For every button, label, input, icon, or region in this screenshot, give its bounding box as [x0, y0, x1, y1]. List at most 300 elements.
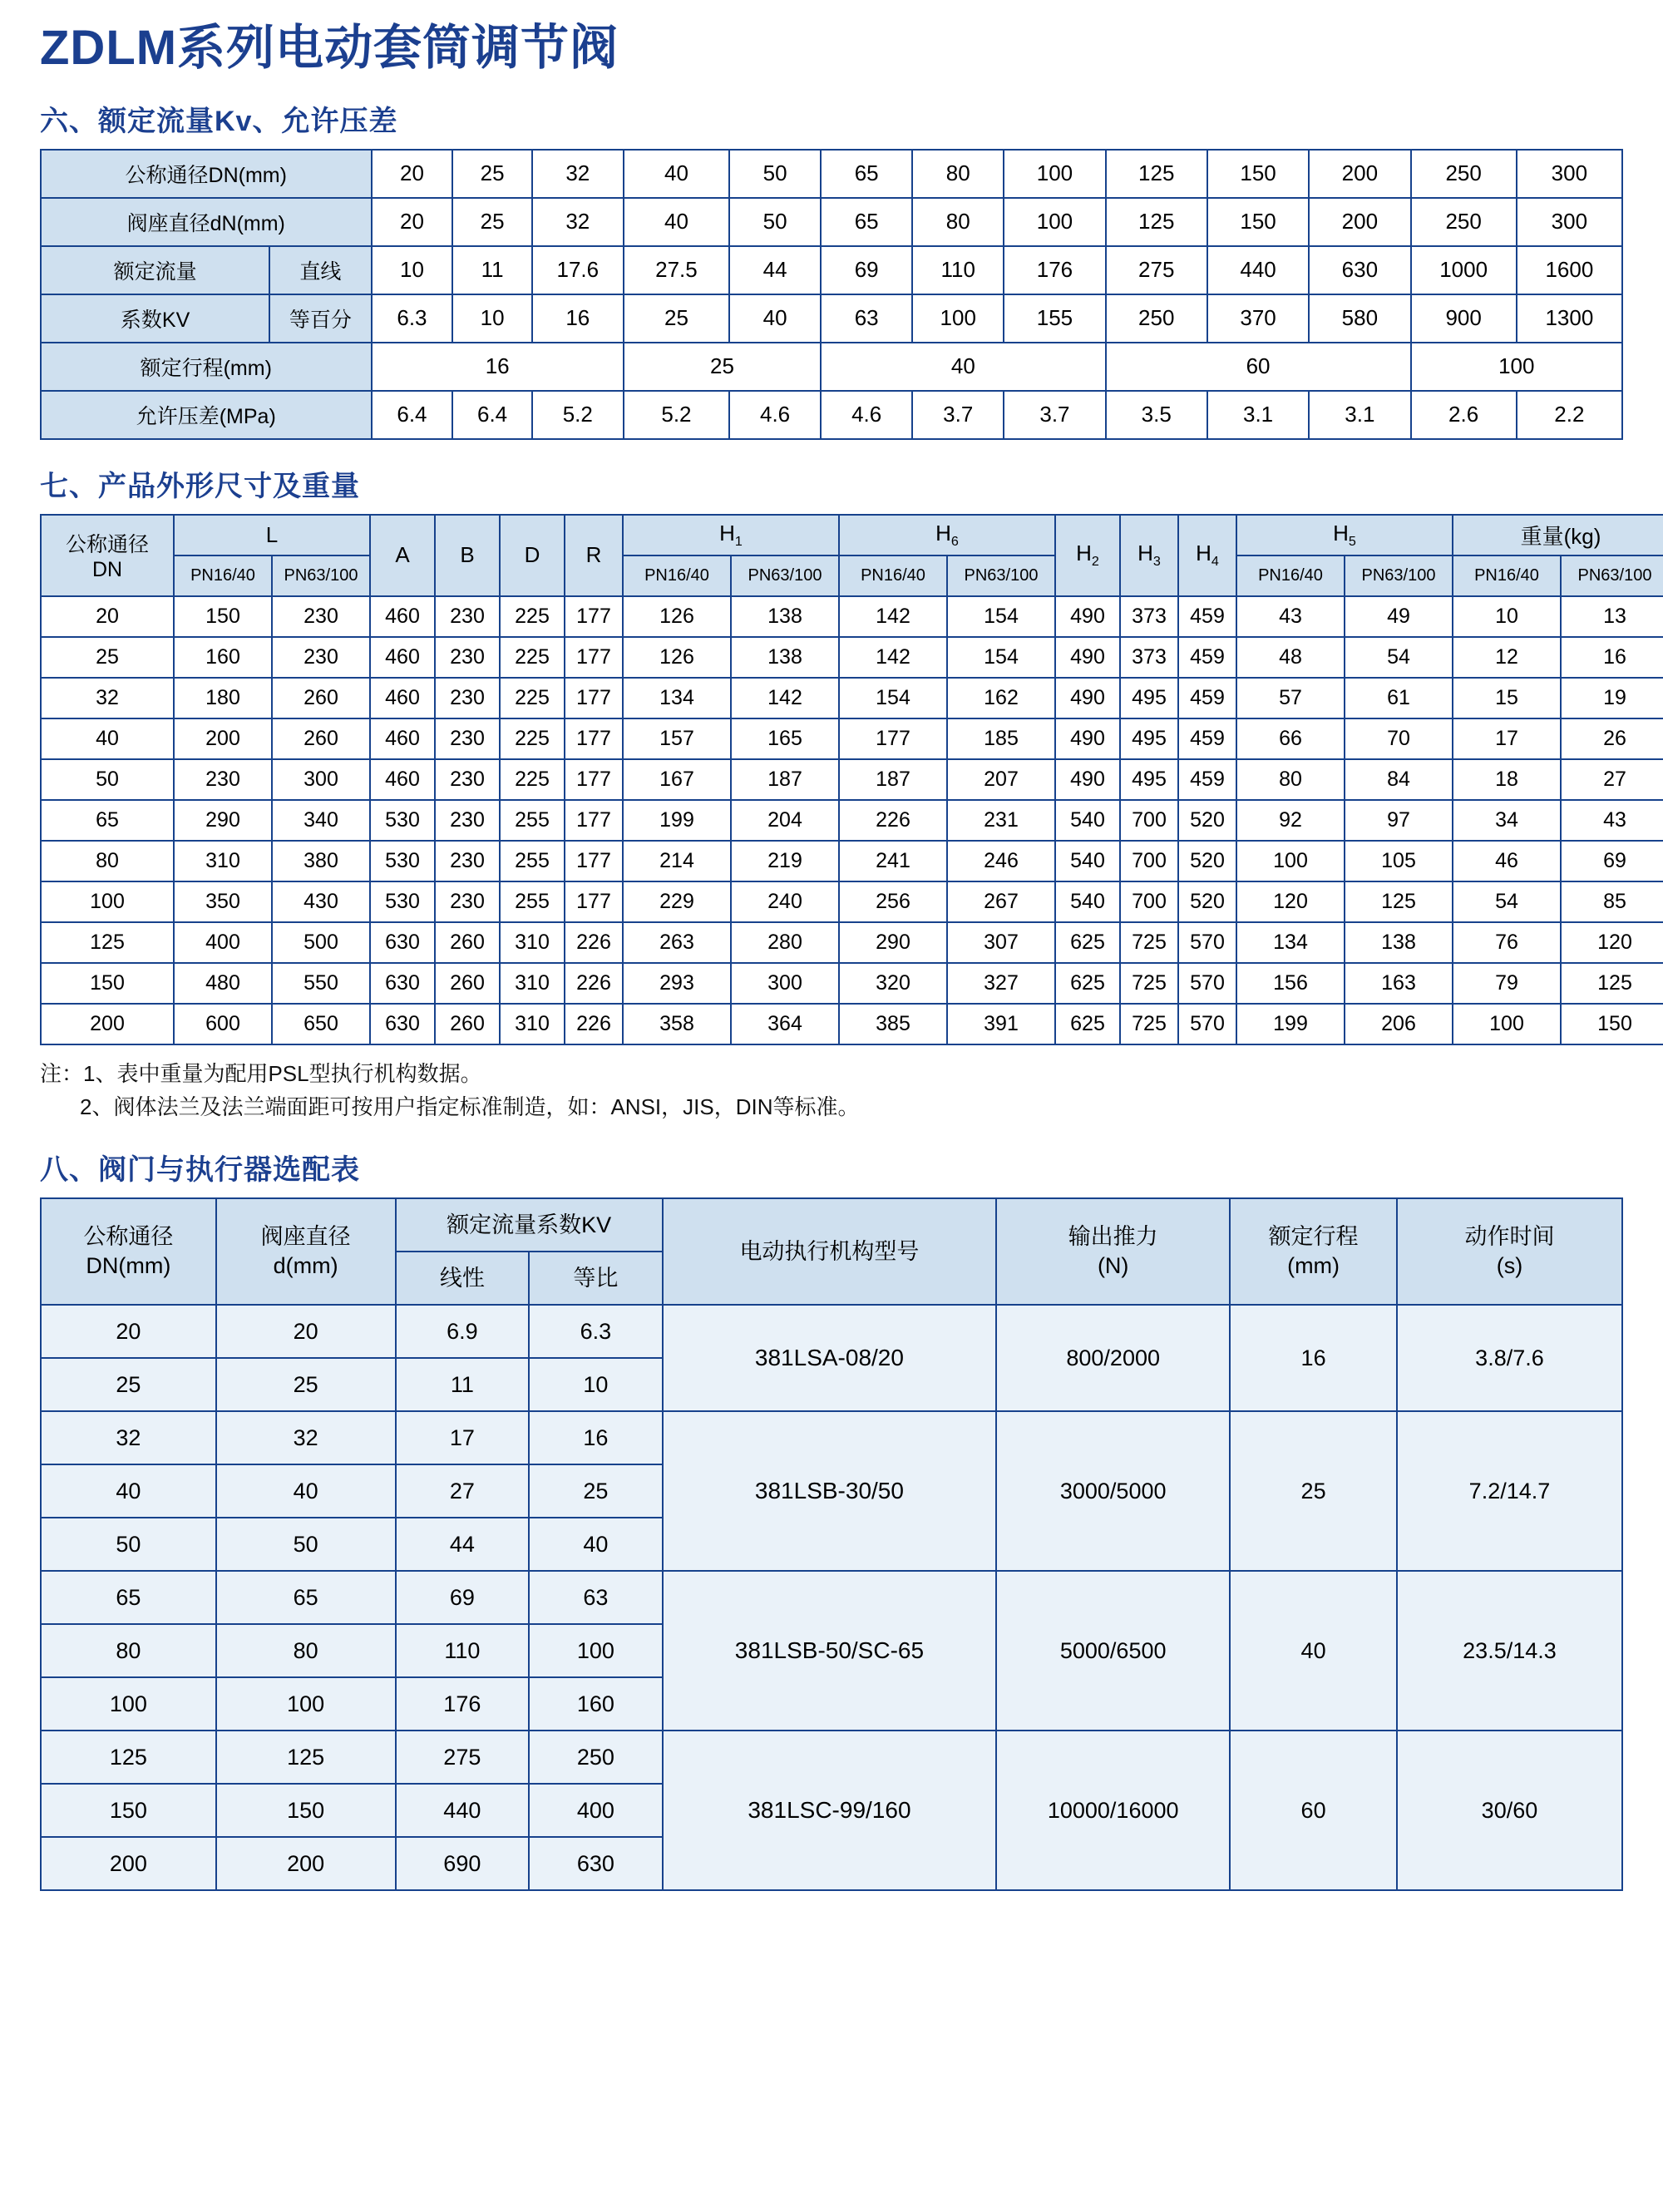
cell-seat-8: 125: [1106, 198, 1207, 246]
cell-kv-equal: 6.3: [529, 1305, 663, 1358]
header-b: B: [435, 515, 500, 596]
cell-h6a: 226: [839, 800, 947, 841]
cell-a: 530: [370, 881, 435, 922]
cell-a: 630: [370, 1004, 435, 1044]
cell-h3: 725: [1120, 1004, 1178, 1044]
cell-w1: 15: [1453, 678, 1561, 718]
cell-h5b: 49: [1345, 596, 1453, 637]
header-kv: 额定流量系数KV: [396, 1198, 663, 1252]
cell-w2: 27: [1561, 759, 1663, 800]
cell-h4: 570: [1178, 1004, 1236, 1044]
header-d: D: [500, 515, 565, 596]
cell-action-time: 3.8/7.6: [1397, 1305, 1622, 1411]
cell-kv-linear: 11: [396, 1358, 530, 1411]
table-row: [41, 718, 1663, 759]
cell-r: 177: [565, 637, 623, 678]
cell-dp-12: 2.2: [1517, 391, 1622, 439]
cell-w1: 10: [1453, 596, 1561, 637]
cell-kv-equal: 630: [529, 1837, 663, 1890]
cell-h5a: 66: [1236, 718, 1345, 759]
cell-r: 177: [565, 678, 623, 718]
cell-dn-8: 125: [1106, 150, 1207, 198]
row-label-kv-1: 额定流量: [41, 246, 269, 294]
row-label-dp: 允许压差(MPa): [41, 391, 372, 439]
cell-a: 460: [370, 637, 435, 678]
cell-h5a: 43: [1236, 596, 1345, 637]
cell-h1b: 219: [731, 841, 839, 881]
cell-dn: 25: [41, 637, 174, 678]
cell-h6a: 256: [839, 881, 947, 922]
cell-dp-11: 2.6: [1411, 391, 1517, 439]
cell-d: 225: [500, 637, 565, 678]
header-h6-pn1640: PN16/40: [839, 555, 947, 596]
cell-d: 255: [500, 881, 565, 922]
cell-dp-2: 5.2: [532, 391, 624, 439]
cell-h4: 520: [1178, 800, 1236, 841]
cell-h1b: 142: [731, 678, 839, 718]
cell-h1a: 263: [623, 922, 731, 963]
cell-w2: 150: [1561, 1004, 1663, 1044]
cell-dn: 32: [41, 678, 174, 718]
cell-l1: 290: [174, 800, 272, 841]
cell-linear-3: 27.5: [624, 246, 729, 294]
cell-h3: 495: [1120, 759, 1178, 800]
cell-h6b: 154: [947, 637, 1055, 678]
cell-action-time: 7.2/14.7: [1397, 1411, 1622, 1571]
cell-dn-9: 150: [1207, 150, 1309, 198]
cell-w2: 13: [1561, 596, 1663, 637]
cell-h6b: 185: [947, 718, 1055, 759]
cell-h3: 725: [1120, 922, 1178, 963]
cell-d: 225: [500, 759, 565, 800]
header-h6-pn63100: PN63/100: [947, 555, 1055, 596]
cell-seat-6: 80: [912, 198, 1004, 246]
cell-w1: 18: [1453, 759, 1561, 800]
row-label-seat: 阀座直径dN(mm): [41, 198, 372, 246]
cell-h4: 459: [1178, 759, 1236, 800]
cell-h1a: 358: [623, 1004, 731, 1044]
cell-actuator-model: 381LSA-08/20: [663, 1305, 996, 1411]
table-row: [41, 1571, 1622, 1624]
cell-seat-5: 65: [821, 198, 912, 246]
cell-h6b: 327: [947, 963, 1055, 1004]
cell-w2: 120: [1561, 922, 1663, 963]
cell-h6a: 241: [839, 841, 947, 881]
cell-l2: 300: [272, 759, 370, 800]
cell-b: 260: [435, 963, 500, 1004]
cell-w1: 12: [1453, 637, 1561, 678]
cell-h6b: 267: [947, 881, 1055, 922]
cell-r: 226: [565, 1004, 623, 1044]
cell-b: 230: [435, 759, 500, 800]
cell-b: 230: [435, 800, 500, 841]
cell-dn: 25: [41, 1358, 216, 1411]
cell-equal-9: 370: [1207, 294, 1309, 343]
cell-linear-5: 69: [821, 246, 912, 294]
cell-h6b: 231: [947, 800, 1055, 841]
header-l-pn63100: PN63/100: [272, 555, 370, 596]
cell-h5b: 84: [1345, 759, 1453, 800]
cell-d: 310: [500, 922, 565, 963]
header-h1-pn63100: PN63/100: [731, 555, 839, 596]
table-row: [41, 881, 1663, 922]
cell-thrust: 800/2000: [996, 1305, 1230, 1411]
cell-seat-d: 32: [216, 1411, 396, 1464]
cell-r: 226: [565, 922, 623, 963]
cell-stroke-0: 16: [372, 343, 624, 391]
cell-kv-equal: 10: [529, 1358, 663, 1411]
cell-h3: 725: [1120, 963, 1178, 1004]
cell-h2: 490: [1055, 596, 1120, 637]
cell-r: 226: [565, 963, 623, 1004]
cell-h6a: 290: [839, 922, 947, 963]
table-row: [41, 678, 1663, 718]
table-row: [41, 294, 1622, 343]
row-label-linear: 直线: [269, 246, 371, 294]
cell-b: 230: [435, 881, 500, 922]
cell-l1: 480: [174, 963, 272, 1004]
cell-dn-10: 200: [1309, 150, 1410, 198]
cell-l2: 230: [272, 637, 370, 678]
header-r: R: [565, 515, 623, 596]
cell-h3: 495: [1120, 678, 1178, 718]
cell-h5b: 163: [1345, 963, 1453, 1004]
cell-linear-10: 630: [1309, 246, 1410, 294]
header-action-time: 动作时间 (s): [1397, 1198, 1622, 1305]
cell-dp-9: 3.1: [1207, 391, 1309, 439]
cell-l2: 550: [272, 963, 370, 1004]
cell-h6a: 142: [839, 596, 947, 637]
cell-h5b: 61: [1345, 678, 1453, 718]
cell-h2: 490: [1055, 718, 1120, 759]
cell-dn-12: 300: [1517, 150, 1622, 198]
cell-l1: 350: [174, 881, 272, 922]
cell-d: 255: [500, 800, 565, 841]
cell-h3: 373: [1120, 596, 1178, 637]
section-heading-6: 六、额定流量Kv、允许压差: [40, 105, 398, 137]
cell-h5a: 120: [1236, 881, 1345, 922]
cell-w2: 43: [1561, 800, 1663, 841]
cell-thrust: 3000/5000: [996, 1411, 1230, 1571]
cell-h3: 700: [1120, 841, 1178, 881]
cell-w2: 19: [1561, 678, 1663, 718]
cell-h1b: 300: [731, 963, 839, 1004]
cell-h5a: 92: [1236, 800, 1345, 841]
cell-h1a: 134: [623, 678, 731, 718]
header-seat-d: 阀座直径 d(mm): [216, 1198, 396, 1305]
cell-h4: 570: [1178, 963, 1236, 1004]
cell-equal-6: 100: [912, 294, 1004, 343]
cell-h1a: 126: [623, 596, 731, 637]
cell-h6b: 162: [947, 678, 1055, 718]
cell-dn: 100: [41, 881, 174, 922]
cell-h1b: 187: [731, 759, 839, 800]
cell-h5b: 54: [1345, 637, 1453, 678]
cell-l2: 650: [272, 1004, 370, 1044]
cell-h1b: 165: [731, 718, 839, 759]
cell-seat-d: 50: [216, 1518, 396, 1571]
cell-h3: 373: [1120, 637, 1178, 678]
cell-dn: 100: [41, 1677, 216, 1731]
cell-dp-7: 3.7: [1004, 391, 1105, 439]
header-weight-pn1640: PN16/40: [1453, 555, 1561, 596]
header-h1: $H_1$: [623, 515, 839, 555]
cell-seat-d: 25: [216, 1358, 396, 1411]
cell-kv-equal: 63: [529, 1571, 663, 1624]
cell-r: 177: [565, 759, 623, 800]
cell-h5b: 97: [1345, 800, 1453, 841]
cell-kv-linear: 17: [396, 1411, 530, 1464]
cell-dn: 80: [41, 841, 174, 881]
table-header-row: [41, 1198, 1622, 1252]
cell-h1a: 126: [623, 637, 731, 678]
cell-w2: 85: [1561, 881, 1663, 922]
cell-linear-7: 176: [1004, 246, 1105, 294]
cell-h6a: 177: [839, 718, 947, 759]
cell-b: 230: [435, 841, 500, 881]
table-rated-flow: [40, 149, 1623, 440]
cell-h4: 459: [1178, 637, 1236, 678]
cell-seat-d: 80: [216, 1624, 396, 1677]
cell-l2: 500: [272, 922, 370, 963]
cell-seat-d: 100: [216, 1677, 396, 1731]
cell-h4: 459: [1178, 596, 1236, 637]
header-a: A: [370, 515, 435, 596]
cell-dn: 200: [41, 1837, 216, 1890]
cell-a: 460: [370, 718, 435, 759]
cell-dn: 150: [41, 963, 174, 1004]
cell-dn: 50: [41, 1518, 216, 1571]
cell-seat-2: 32: [532, 198, 624, 246]
cell-kv-equal: 160: [529, 1677, 663, 1731]
cell-dn-3: 40: [624, 150, 729, 198]
header-kv-equal: 等比: [529, 1252, 663, 1305]
cell-linear-11: 1000: [1411, 246, 1517, 294]
cell-a: 630: [370, 922, 435, 963]
cell-b: 230: [435, 678, 500, 718]
cell-h4: 459: [1178, 678, 1236, 718]
cell-w2: 125: [1561, 963, 1663, 1004]
cell-h5b: 105: [1345, 841, 1453, 881]
cell-linear-1: 11: [452, 246, 531, 294]
cell-action-time: 23.5/14.3: [1397, 1571, 1622, 1731]
cell-h4: 570: [1178, 922, 1236, 963]
cell-b: 260: [435, 922, 500, 963]
cell-dn: 150: [41, 1784, 216, 1837]
cell-h3: 700: [1120, 881, 1178, 922]
cell-seat-3: 40: [624, 198, 729, 246]
cell-w1: 76: [1453, 922, 1561, 963]
cell-stroke: 25: [1230, 1411, 1397, 1571]
cell-dp-5: 4.6: [821, 391, 912, 439]
header-weight: 重量(kg): [1453, 515, 1663, 555]
cell-kv-equal: 400: [529, 1784, 663, 1837]
cell-h1a: 229: [623, 881, 731, 922]
header-l-pn1640: PN16/40: [174, 555, 272, 596]
header-stroke: 额定行程 (mm): [1230, 1198, 1397, 1305]
cell-h1a: 214: [623, 841, 731, 881]
cell-dn: 80: [41, 1624, 216, 1677]
cell-stroke: 16: [1230, 1305, 1397, 1411]
cell-dp-10: 3.1: [1309, 391, 1410, 439]
cell-a: 630: [370, 963, 435, 1004]
header-h5: $H_5$: [1236, 515, 1453, 555]
cell-h1b: 204: [731, 800, 839, 841]
cell-d: 255: [500, 841, 565, 881]
cell-dp-0: 6.4: [372, 391, 453, 439]
cell-h5a: 80: [1236, 759, 1345, 800]
table-row: [41, 637, 1663, 678]
header-dn: 公称通径 DN: [41, 515, 174, 596]
header-h2: $H_2$: [1055, 515, 1120, 596]
cell-kv-linear: 110: [396, 1624, 530, 1677]
cell-l2: 260: [272, 678, 370, 718]
cell-b: 230: [435, 718, 500, 759]
cell-h6b: 246: [947, 841, 1055, 881]
cell-thrust: 5000/6500: [996, 1571, 1230, 1731]
cell-seat-12: 300: [1517, 198, 1622, 246]
section-heading-8: 八、阀门与执行器选配表: [40, 1154, 360, 1187]
cell-w1: 17: [1453, 718, 1561, 759]
cell-stroke-4: 100: [1411, 343, 1622, 391]
cell-d: 310: [500, 963, 565, 1004]
table-dimensions-weight: [40, 514, 1663, 1045]
header-thrust: 输出推力 (N): [996, 1198, 1230, 1305]
cell-b: 260: [435, 1004, 500, 1044]
cell-h3: 495: [1120, 718, 1178, 759]
cell-h4: 520: [1178, 881, 1236, 922]
header-h1-pn1640: PN16/40: [623, 555, 731, 596]
cell-h6b: 207: [947, 759, 1055, 800]
cell-dn: 40: [41, 1464, 216, 1518]
cell-seat-d: 150: [216, 1784, 396, 1837]
cell-kv-linear: 44: [396, 1518, 530, 1571]
header-h5-pn63100: PN63/100: [1345, 555, 1453, 596]
cell-dn-7: 100: [1004, 150, 1105, 198]
cell-kv-linear: 27: [396, 1464, 530, 1518]
cell-equal-8: 250: [1106, 294, 1207, 343]
cell-h6a: 385: [839, 1004, 947, 1044]
table-row: [41, 391, 1622, 439]
cell-w2: 16: [1561, 637, 1663, 678]
cell-h2: 540: [1055, 841, 1120, 881]
cell-h3: 700: [1120, 800, 1178, 841]
cell-h6b: 391: [947, 1004, 1055, 1044]
cell-seat-d: 200: [216, 1837, 396, 1890]
cell-a: 460: [370, 596, 435, 637]
row-label-stroke: 额定行程(mm): [41, 343, 372, 391]
section-heading-7: 七、产品外形尺寸及重量: [40, 470, 360, 502]
cell-d: 225: [500, 596, 565, 637]
cell-h2: 490: [1055, 637, 1120, 678]
cell-kv-linear: 176: [396, 1677, 530, 1731]
cell-dn: 32: [41, 1411, 216, 1464]
cell-seat-9: 150: [1207, 198, 1309, 246]
cell-h2: 625: [1055, 1004, 1120, 1044]
header-weight-pn63100: PN63/100: [1561, 555, 1663, 596]
cell-h1a: 157: [623, 718, 731, 759]
table-row: [41, 841, 1663, 881]
table-row: [41, 343, 1622, 391]
cell-h5b: 125: [1345, 881, 1453, 922]
cell-d: 225: [500, 678, 565, 718]
cell-w1: 46: [1453, 841, 1561, 881]
cell-w1: 54: [1453, 881, 1561, 922]
cell-l1: 230: [174, 759, 272, 800]
cell-h1b: 138: [731, 637, 839, 678]
cell-b: 230: [435, 637, 500, 678]
cell-kv-linear: 690: [396, 1837, 530, 1890]
table-row: [41, 596, 1663, 637]
table-row: [41, 1731, 1622, 1784]
cell-h1a: 199: [623, 800, 731, 841]
cell-h1a: 167: [623, 759, 731, 800]
cell-seat-d: 125: [216, 1731, 396, 1784]
cell-dn: 125: [41, 922, 174, 963]
table-row: [41, 198, 1622, 246]
cell-h5a: 100: [1236, 841, 1345, 881]
cell-linear-6: 110: [912, 246, 1004, 294]
cell-dn: 65: [41, 1571, 216, 1624]
cell-kv-equal: 250: [529, 1731, 663, 1784]
header-kv-linear: 线性: [396, 1252, 530, 1305]
cell-linear-9: 440: [1207, 246, 1309, 294]
cell-r: 177: [565, 800, 623, 841]
cell-dn: 50: [41, 759, 174, 800]
cell-l1: 600: [174, 1004, 272, 1044]
cell-h2: 625: [1055, 922, 1120, 963]
cell-dp-3: 5.2: [624, 391, 729, 439]
note-1: 注：1、表中重量为配用PSL型执行机构数据。: [40, 1060, 482, 1086]
cell-kv-equal: 100: [529, 1624, 663, 1677]
cell-h6a: 142: [839, 637, 947, 678]
cell-action-time: 30/60: [1397, 1731, 1622, 1890]
cell-kv-equal: 25: [529, 1464, 663, 1518]
table-row: [41, 759, 1663, 800]
cell-equal-2: 16: [532, 294, 624, 343]
cell-h4: 520: [1178, 841, 1236, 881]
table-header-row: [41, 515, 1663, 555]
cell-h4: 459: [1178, 718, 1236, 759]
cell-kv-equal: 16: [529, 1411, 663, 1464]
cell-seat-11: 250: [1411, 198, 1517, 246]
cell-h5a: 156: [1236, 963, 1345, 1004]
cell-h5a: 134: [1236, 922, 1345, 963]
cell-actuator-model: 381LSB-30/50: [663, 1411, 996, 1571]
cell-a: 460: [370, 678, 435, 718]
cell-l2: 380: [272, 841, 370, 881]
cell-h2: 625: [1055, 963, 1120, 1004]
table-row: [41, 150, 1622, 198]
cell-kv-linear: 275: [396, 1731, 530, 1784]
cell-h6b: 154: [947, 596, 1055, 637]
cell-h6b: 307: [947, 922, 1055, 963]
cell-dn: 20: [41, 596, 174, 637]
cell-linear-4: 44: [729, 246, 821, 294]
cell-w1: 79: [1453, 963, 1561, 1004]
cell-dn: 40: [41, 718, 174, 759]
cell-linear-8: 275: [1106, 246, 1207, 294]
cell-linear-2: 17.6: [532, 246, 624, 294]
cell-dn-11: 250: [1411, 150, 1517, 198]
cell-b: 230: [435, 596, 500, 637]
cell-h2: 490: [1055, 678, 1120, 718]
cell-h2: 540: [1055, 881, 1120, 922]
cell-dn: 20: [41, 1305, 216, 1358]
cell-dn-1: 25: [452, 150, 531, 198]
cell-equal-7: 155: [1004, 294, 1105, 343]
cell-d: 310: [500, 1004, 565, 1044]
